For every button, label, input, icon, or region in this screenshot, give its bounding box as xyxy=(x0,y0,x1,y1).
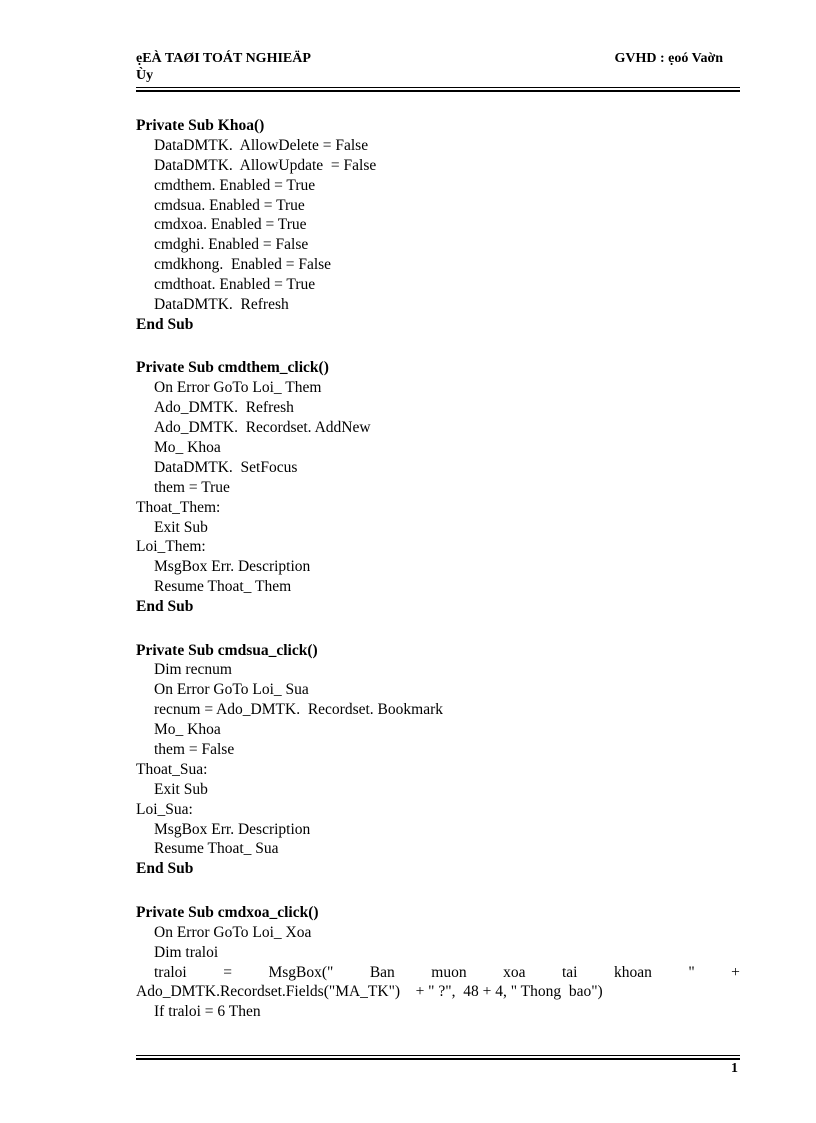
code-label: Loi_Sua: xyxy=(136,800,193,818)
code-line: Mo_ Khoa xyxy=(154,721,221,739)
code-line: Mo_ Khoa xyxy=(154,438,221,456)
code-line: MsgBox Err. Description xyxy=(154,820,311,838)
code-line: On Error GoTo Loi_ Them xyxy=(154,379,322,397)
document-title xyxy=(136,50,396,84)
end-sub: End Sub xyxy=(136,860,194,878)
code-line: DataDMTK. AllowUpdate = False xyxy=(154,156,377,174)
header-divider xyxy=(136,87,740,92)
code-line: DataDMTK. AllowDelete = False xyxy=(154,136,369,154)
page-number: 1 xyxy=(731,1061,738,1076)
code-line: cmdthem. Enabled = True xyxy=(154,176,316,194)
code-line: Dim recnum xyxy=(154,661,232,679)
blank-line xyxy=(136,879,740,903)
sub-declaration: Private Sub Khoa() xyxy=(136,117,265,134)
code-line: Exit Sub xyxy=(154,518,208,536)
code-token: xoa xyxy=(503,963,526,981)
code-token: = xyxy=(223,963,232,981)
code-line: them = False xyxy=(154,741,235,759)
code-line: Ado_DMTK. Recordset. AddNew xyxy=(154,419,371,437)
code-line: Ado_DMTK. Refresh xyxy=(154,399,294,417)
code-token: + xyxy=(731,963,740,981)
code-token: khoan xyxy=(613,963,652,981)
code-line: Resume Thoat_ Them xyxy=(154,578,292,596)
code-label: Thoat_Them: xyxy=(136,498,221,516)
code-line: cmdthoat. Enabled = True xyxy=(154,276,316,294)
code-label: Thoat_Sua: xyxy=(136,760,208,778)
code-line: them = True xyxy=(154,478,230,496)
sub-declaration: Private Sub cmdsua_click() xyxy=(136,641,318,659)
end-sub: End Sub xyxy=(136,598,194,616)
code-line: cmdxoa. Enabled = True xyxy=(154,216,307,234)
code-line: cmdsua. Enabled = True xyxy=(154,196,305,214)
sub-declaration: Private Sub cmdxoa_click() xyxy=(136,903,319,921)
code-token: " xyxy=(688,963,695,981)
code-line: recnum = Ado_DMTK. Recordset. Bookmark xyxy=(154,701,443,719)
code-token: tai xyxy=(561,963,578,981)
code-line: DataDMTK. SetFocus xyxy=(154,458,298,476)
document-title-line2: Ùy xyxy=(136,68,154,83)
code-line: Resume Thoat_ Sua xyxy=(154,840,279,858)
blank-line xyxy=(136,617,740,641)
code-line: cmdghi. Enabled = False xyxy=(154,236,309,254)
justified-code-line xyxy=(136,963,740,983)
code-line: cmdkhong. Enabled = False xyxy=(154,256,332,274)
footer-divider xyxy=(136,1055,740,1060)
code-token: traloi xyxy=(154,963,187,981)
code-token: muon xyxy=(431,963,467,981)
code-line: If traloi = 6 Then xyxy=(154,1003,261,1021)
code-line: On Error GoTo Loi_ Sua xyxy=(154,681,309,699)
code-line: Exit Sub xyxy=(154,780,208,798)
code-line: Dim traloi xyxy=(154,943,219,961)
supervisor-label: GVHD : ẹoó Vaờn xyxy=(614,51,723,66)
end-sub: End Sub xyxy=(136,315,194,333)
code-label: Loi_Them: xyxy=(136,538,206,556)
code-line: On Error GoTo Loi_ Xoa xyxy=(154,923,312,941)
code-line: MsgBox Err. Description xyxy=(154,558,311,576)
code-token: MsgBox(" xyxy=(268,963,334,981)
blank-line xyxy=(136,335,740,359)
code-line-wrapped: Ado_DMTK.Recordset.Fields("MA_TK") + " ?", 48 + 4, " Thong bao") xyxy=(136,983,603,1001)
code-listing xyxy=(136,116,740,1022)
code-token: Ban xyxy=(369,963,395,981)
document-title-line1: ẹEÀ TAØI TOÁT NGHIEÄP xyxy=(136,51,311,66)
code-line: DataDMTK. Refresh xyxy=(154,296,289,314)
sub-declaration: Private Sub cmdthem_click() xyxy=(136,359,329,377)
